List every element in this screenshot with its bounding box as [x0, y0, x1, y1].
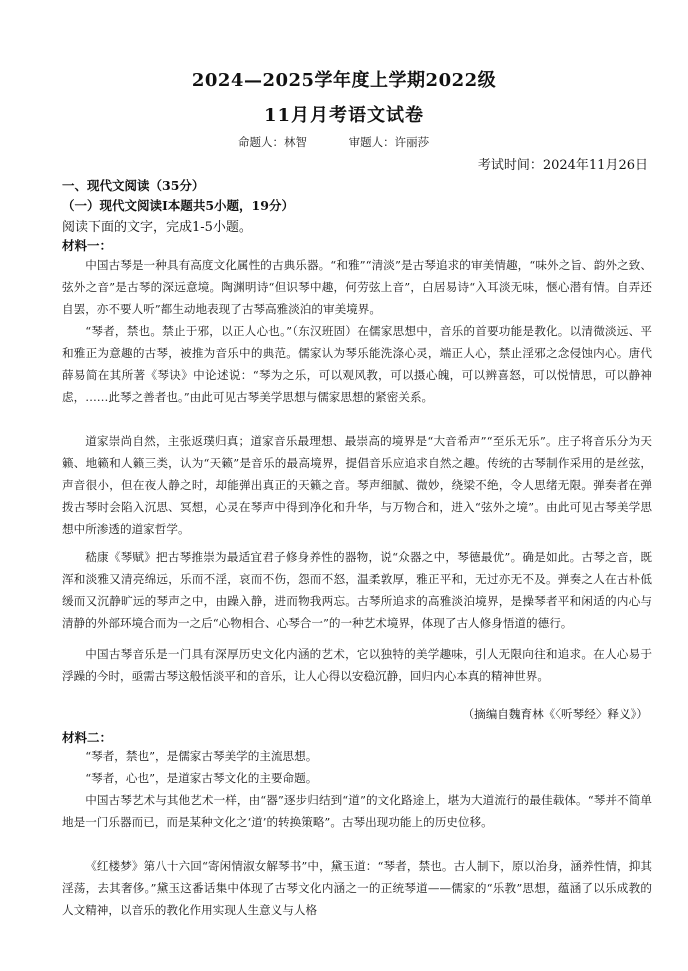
material-two-paragraph: “琴者，禁也”，是儒家古琴美学的主流思想。: [85, 749, 318, 763]
reviewer-label: 审题人：许丽莎: [348, 135, 430, 149]
material-one-paragraph: 中国古琴是一种具有高度文化属性的古典乐器。“和雅”“清淡”是古琴追求的审美情趣，“味外之旨、韵外之致、弦外之音”是古琴的深远意境。陶渊明诗“但识琴中趣，何劳弦上音”，白居易诗“入耳淡无味，惬心潜有情。自弄还自罢，亦不要人听”都生动地表现了古琴高雅淡泊的审美境界。: [62, 258, 652, 316]
author-label: 命题人：林智: [238, 135, 307, 149]
material-one-paragraph: 中国古琴音乐是一门具有深厚历史文化内涵的艺术，它以独特的美学趣味，引人无限向往和追求。在人心易于浮躁的今时，亟需古琴这般恬淡平和的音乐，让人心得以安稳沉静，回归内心本真的精神世界。: [62, 647, 652, 683]
exam-title-year: 2024—2025学年度上学期2022级: [191, 70, 497, 91]
material-two-paragraph: 《红楼梦》第八十六回“寄闲情淑女解琴书”中，黛玉道：“琴者，禁也。古人制下，原以治身，涵养性情，抑其淫荡，去其奢侈。”黛玉这番话集中体现了古琴文化内涵之一的正统琴道——儒家的“乐教”思想，蕴涵了以乐成教的人文精神，以音乐的教化作用实现人生意义与人格: [62, 859, 652, 917]
authors-line: [238, 134, 429, 150]
material-one-label: 材料一：: [62, 238, 113, 253]
reading-instruction: 阅读下面的文字，完成1-5小题。: [62, 220, 252, 235]
material-one-paragraph: 道家崇尚自然，主张返璞归真；道家音乐最理想、最崇高的境界是“大音希声”“至乐无乐”。庄子将音乐分为天籁、地籁和人籁三类，认为“天籁”是音乐的最高境界，提倡音乐应追求自然之趣。传统的古琴制作采用的是丝弦，声音很小，但在夜人静之时，却能弹出真正的天籁之音。琴声细腻、微妙，绕梁不绝，令人思绪无限。弹奏者在弹拨古琴时会陷入沉思、冥想，心灵在琴声中得到净化和升华，与万物合和，进入“弦外之境”。由此可见古琴美学思想中所渗透的道家哲学。: [62, 434, 652, 536]
material-one-paragraph: 嵇康《琴赋》把古琴推崇为最适宜君子修身养性的器物，说“众器之中，琴德最优”。确是如此。古琴之音，既浑和淡雅又清亮绵远，乐而不淫，哀而不伤，怨而不怒，温柔敦厚，雅正平和，无过亦无不及。弹奏之人在古朴低缓而又沉静旷远的琴声之中，由躁入静，进而物我两忘。古琴所追求的高雅淡泊境界，是操琴者平和闲适的内心与清静的外部环境合而为一之后“心物相合、心琴合一”的一种艺术境界，体现了古人修身悟道的德行。: [62, 550, 652, 630]
exam-title-name: 11月月考语文试卷: [263, 105, 425, 126]
material-one-source: （摘编自魏育林《〈听琴经〉释义》）: [462, 707, 648, 721]
material-two-paragraph: 中国古琴艺术与其他艺术一样，由“器”逐步归结到“道”的文化路途上，堪为大道流行的最佳载体。“琴并不简单地是一门乐器而已，而是某种文化之‘道’的转换策略”。古琴出现功能上的历史位移。: [62, 793, 652, 829]
material-two-paragraph: “琴者，心也”，是道家古琴文化的主要命题。: [85, 771, 318, 785]
exam-time: 考试时间：2024年11月26日: [477, 158, 648, 173]
material-two-label: 材料二：: [62, 730, 113, 745]
material-one-paragraph: “琴者，禁也。禁止于邪，以正人心也。”（东汉班固）在儒家思想中，音乐的首要功能是教化。以清微淡远、平和雅正为意趣的古琴，被推为音乐中的典范。儒家认为琴乐能洗涤心灵，端正人心，禁止淫邪之念侵蚀内心。唐代薛易简在其所著《琴诀》中论述说：“琴为之乐，可以观风教，可以摄心魄，可以辨喜怒，可以悦情思，可以静神虑，……此琴之善者也。”由此可见古琴美学思想与儒家思想的紧密关系。: [62, 324, 652, 404]
subsection-heading: （一）现代文阅读Ⅰ本题共5小题，19分）: [62, 198, 294, 213]
section-heading: 一、现代文阅读（35分）: [62, 178, 205, 193]
